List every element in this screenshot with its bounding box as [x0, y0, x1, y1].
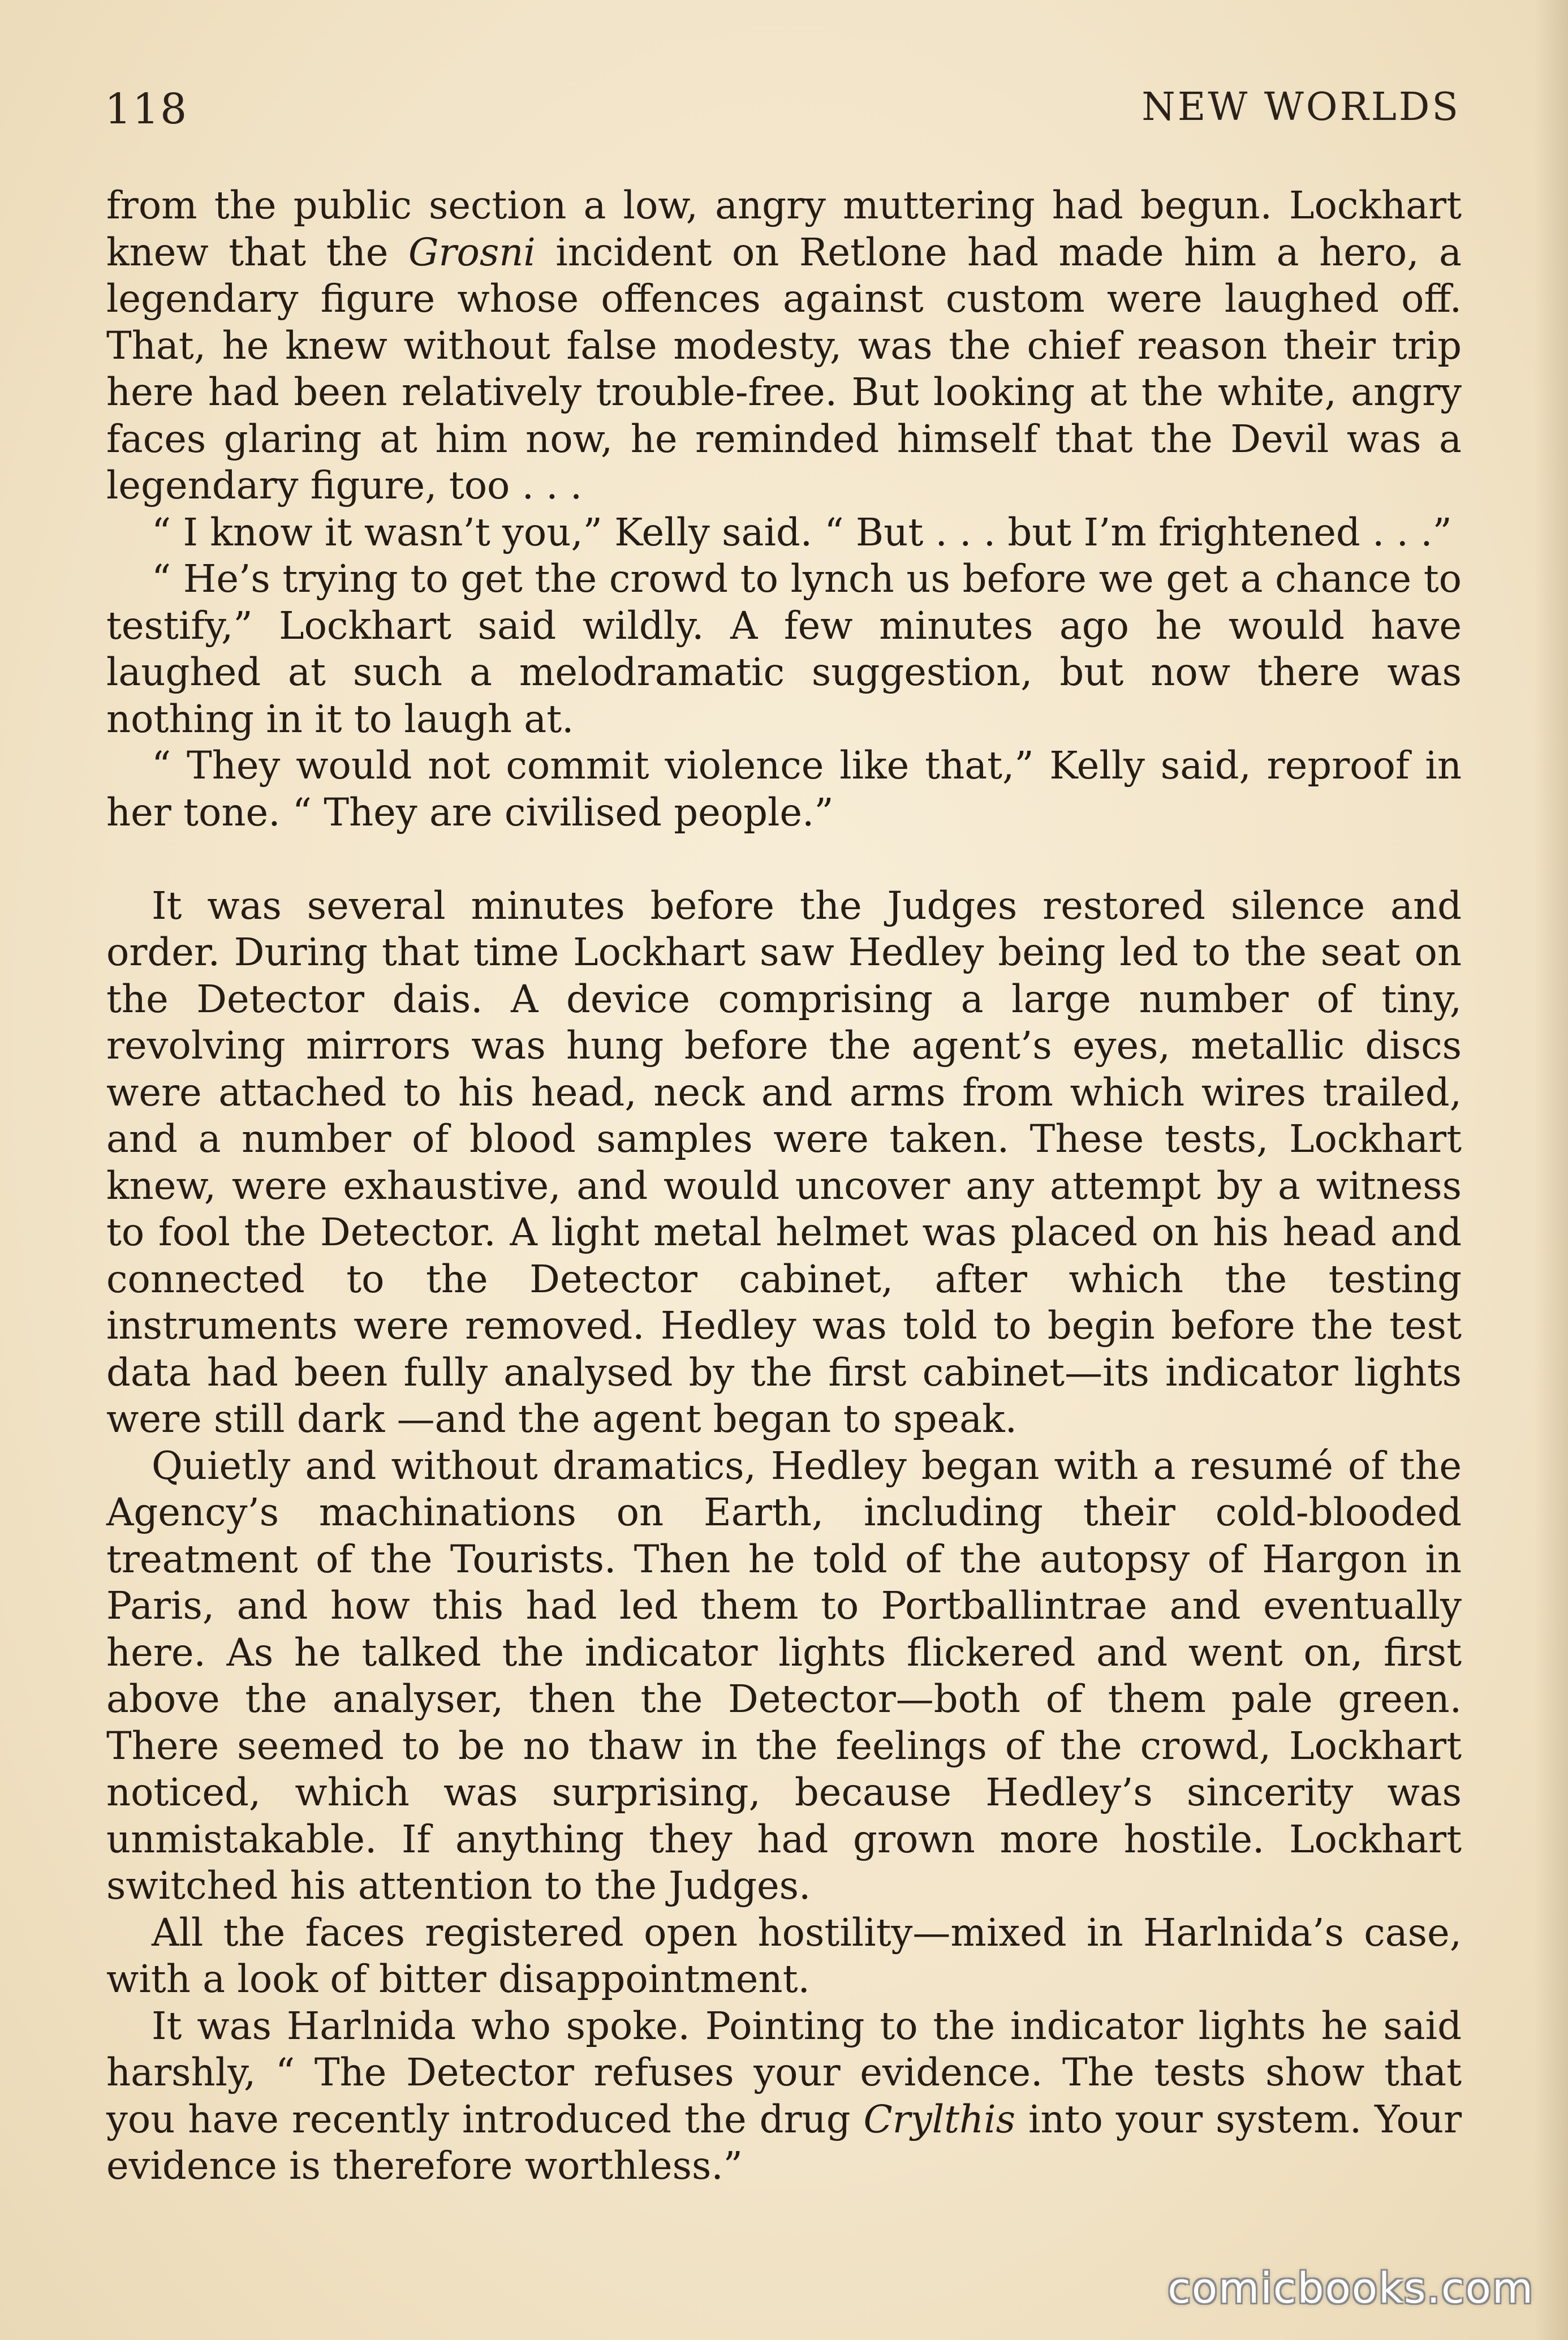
paragraph	[106, 556, 1462, 742]
watermark: comicbooks.com	[1168, 2264, 1534, 2313]
paragraph	[106, 182, 1462, 509]
text-run: It was several minutes before the Judges restored silence and order. During that time Lockhart saw Hedley being led to the seat on the Detector dais. A device comprising a large number of tiny, revolving mirrors was hung before the agent’s eyes, metallic discs were attached to his head, neck and arms from which wires trailed, and a number of blood samples were taken. These tests, Lockhart knew, were exhaustive, and would uncover any attempt by a witness to fool the Detector. A light metal helmet was placed on his head and connected to the Detector cabinet, after which the testing instruments were removed. Hedley was told to begin before the test data had been fully analysed by the first cabinet—its indicator lights were still dark —and the agent began to speak.	[106, 883, 1462, 1441]
running-head: NEW WORLDS	[1141, 85, 1461, 130]
body-text	[106, 182, 1462, 2190]
paragraph	[106, 742, 1462, 836]
paragraph	[106, 883, 1462, 1443]
text-run: All the faces registered open hostility—mixed in Harlnida’s case, with a look of bitter disappointment.	[106, 1910, 1462, 2001]
text-run: It was Harlnida who spoke. Pointing to the indicator lights he said harshly, “ The Detector refuses your evidence. The tests show that you have recently introduced the drug	[106, 2003, 1462, 2141]
text-run: Quietly and without dramatics, Hedley began with a resumé of the Agency’s machinations on Earth, including their cold-blooded treatment of the Tourists. Then he told of the autopsy of Hargon in Paris, and how this had led them to Portballintrae and eventually here. As he talked the indicator lights flickered and went on, first above the analyser, then the Detector—both of them pale green. There seemed to be no thaw in the feelings of the crowd, Lockhart noticed, which was surprising, because Hedley’s sincerity was unmistakable. If anything they had grown more hostile. Lockhart switched his attention to the Judges.	[106, 1443, 1462, 1908]
page-number: 118	[105, 85, 188, 134]
paragraph	[106, 509, 1462, 556]
paragraph	[106, 2003, 1462, 2190]
page-header	[105, 85, 1461, 136]
text-run: “ I know it wasn’t you,” Kelly said. “ But . . . but I’m frightened . . .”	[152, 510, 1452, 554]
text-run: from the public section a low, angry muttering had begun. Lockhart knew that the	[106, 183, 1462, 274]
text-run: incident on Retlone had made him a hero, a legendary figure whose offences against custom were laughed off. That, he knew without false modesty, was the chief reason their trip here had been relatively trouble-free. But looking at the white, angry faces glaring at him now, he reminded himself that the Devil was a legendary figure, too . . .	[106, 230, 1462, 507]
italic-text: Crylthis	[863, 2097, 1016, 2141]
page-edge-shadow	[1534, 0, 1568, 2340]
italic-text: Grosni	[408, 230, 536, 274]
text-run: “ They would not commit violence like that,” Kelly said, reproof in her tone. “ They are civilised people.”	[106, 743, 1462, 835]
text-run: “ He’s trying to get the crowd to lynch us before we get a chance to testify,” Lockhart said wildly. A few minutes ago he would have laughed at such a melodramatic suggestion, but now there was nothing in it to laugh at.	[106, 557, 1462, 741]
paragraph	[106, 1909, 1462, 2003]
paragraph	[106, 1443, 1462, 1909]
text-run: into your system. Your evidence is therefore worthless.”	[106, 2097, 1462, 2188]
